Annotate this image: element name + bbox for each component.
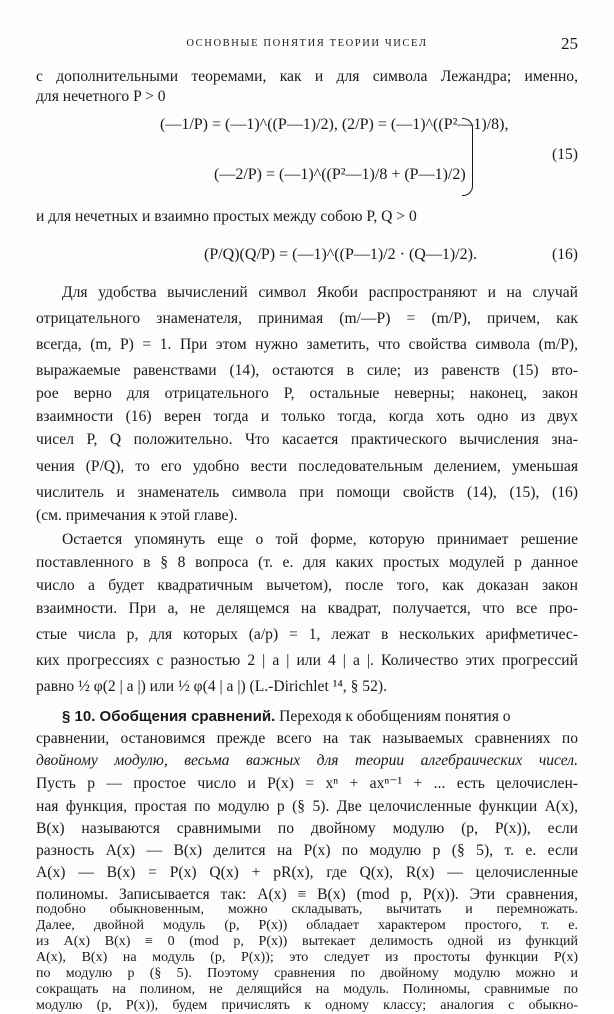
between-line: и для нечетных и взаимно простых между собою P, Q > 0 [36, 208, 417, 225]
equation-15-number: (15) [552, 146, 578, 163]
para1-line-9: числитель и знаменатель символа при помощи свойств (14), (15), (16) [36, 484, 578, 501]
para1-line-5: рое верно для отрицательного P, остальные неверны; наконец, закон [36, 385, 578, 402]
section-10-line-14: по модулю p (§ 5). Поэтому сравнения по двойному модулю можно и [36, 966, 578, 981]
running-title: ОСНОВНЫЕ ПОНЯТИЯ ТЕОРИИ ЧИСЕЛ [186, 38, 428, 49]
para2-line-6: ких прогрессиях с разностью 2 | a | или 4 | a |. Количество этих прогрессий [36, 652, 578, 669]
section-10-line-13: A(x), B(x) на модуль (p, P(x)); это следует из простоты функции P(x) [36, 950, 578, 965]
para1-line-7: чисел P, Q положительно. Что касается практического вычисления зна- [36, 431, 578, 448]
section-10-line-6: B(x) называются сравнимыми по двойному модулю (p, P(x)), если [36, 820, 578, 837]
para1-line-1: Для удобства вычислений символ Якоби распространяют и на случай [62, 284, 578, 301]
section-10-line-5: ная функция, простая по модулю p (§ 5). Две целочисленные функции A(x), [36, 798, 578, 815]
section-10-first-line [62, 706, 578, 728]
intro-line-2: для нечетного P > 0 [36, 88, 166, 105]
page-number: 25 [561, 34, 578, 53]
section-10-line-10: подобно обыкновенным, можно складывать, вычитать и перемножать. [36, 902, 578, 917]
page-header [0, 36, 614, 56]
section-10-line-8: A(x) — B(x) = P(x) Q(x) + pR(x), где Q(x), R(x) — целочисленные [36, 864, 578, 881]
section-10-line-7: разность A(x) — B(x) делится на P(x) по модулю p (§ 5), т. е. если [36, 842, 578, 859]
section-10-line-15: сокращать на полином, не делящийся на модуль. Полиномы, сравнимые по [36, 982, 578, 997]
para2-line-1: Остается упомянуть еще о той форме, которую принимает решение [62, 531, 578, 548]
para1-line-4: выражаемые равенствами (14), остаются в силе; из равенств (15) вто- [36, 362, 578, 379]
equation-16-formula: (P/Q)(Q/P) = (—1)^((P—1)/2 · (Q—1)/2). [204, 246, 477, 263]
equation-16-number: (16) [552, 246, 578, 263]
intro-line-1: с дополнительными теоремами, как и для символа Лежандра; именно, [36, 68, 578, 85]
equation-15-brace [462, 118, 473, 196]
para2-line-4: взаимности. При a, не делящемся на квадрат, получается, что все про- [36, 600, 578, 617]
para1-line-6: взаимности (16) верен тогда и только тогда, когда хоть одно из двух [36, 408, 578, 425]
para2-line-2: поставленного в § 8 вопроса (т. е. для каких простых модулей p данное [36, 554, 578, 571]
section-10-line-4: Пусть p — простое число и P(x) = xⁿ + axⁿ⁻¹ + ... есть целочислен- [36, 775, 578, 792]
equation-15-row-2: (—2/P) = (—1)^((P²—1)/8 + (P—1)/2) [214, 166, 466, 183]
section-10-line-3: двойному модулю, весьма важных для теории алгебраических чисел. [36, 752, 578, 769]
section-10-line-11: Далее, двойной модуль (p, P(x)) обладает характером простого, т. е. [36, 918, 578, 933]
section-10-line-9: полиномы. Записывается так: A(x) ≡ B(x) (mod p, P(x)). Эти сравнения, [36, 886, 578, 903]
para1-line-8: чения (P/Q), то его удобно вести последовательным делением, уменьшая [36, 458, 578, 475]
para1-line-2: отрицательного знаменателя, принимая (m/—P) = (m/P), причем, как [36, 310, 578, 327]
section-10-line-16: модулю (p, P(x)), будем причислять к одному классу; аналогия с обыкно- [36, 998, 578, 1013]
section-10-line-12: из A(x) B(x) ≡ 0 (mod p, P(x)) вытекает делимость одной из функций [36, 934, 578, 949]
section-10-line-2: сравнении, остановимся прежде всего на так называемых сравнениях по [36, 730, 578, 747]
equation-15-row-1: (—1/P) = (—1)^((P—1)/2), (2/P) = (—1)^((P²—1)/8), [160, 116, 509, 133]
para2-line-5: стые числа p, для которых (a/p) = 1, лежат в нескольких арифметичес- [36, 626, 578, 643]
section-10-line-1: Переходя к обобщениям понятия о [279, 708, 511, 725]
para1-line-3: всегда, (m, P) = 1. При этом нужно заметить, что свойства символа (m/P), [36, 336, 578, 353]
para1-line-10: (см. примечания к этой главе). [36, 507, 238, 524]
section-10-title: § 10. Обобщения сравнений. [62, 708, 276, 725]
para2-line-7: равно ½ φ(2 | a |) или ½ φ(4 | a |) (L.-Dirichlet ¹⁴, § 52). [36, 678, 387, 695]
para2-line-3: число a будет квадратичным вычетом), после того, как доказан закон [36, 577, 578, 594]
